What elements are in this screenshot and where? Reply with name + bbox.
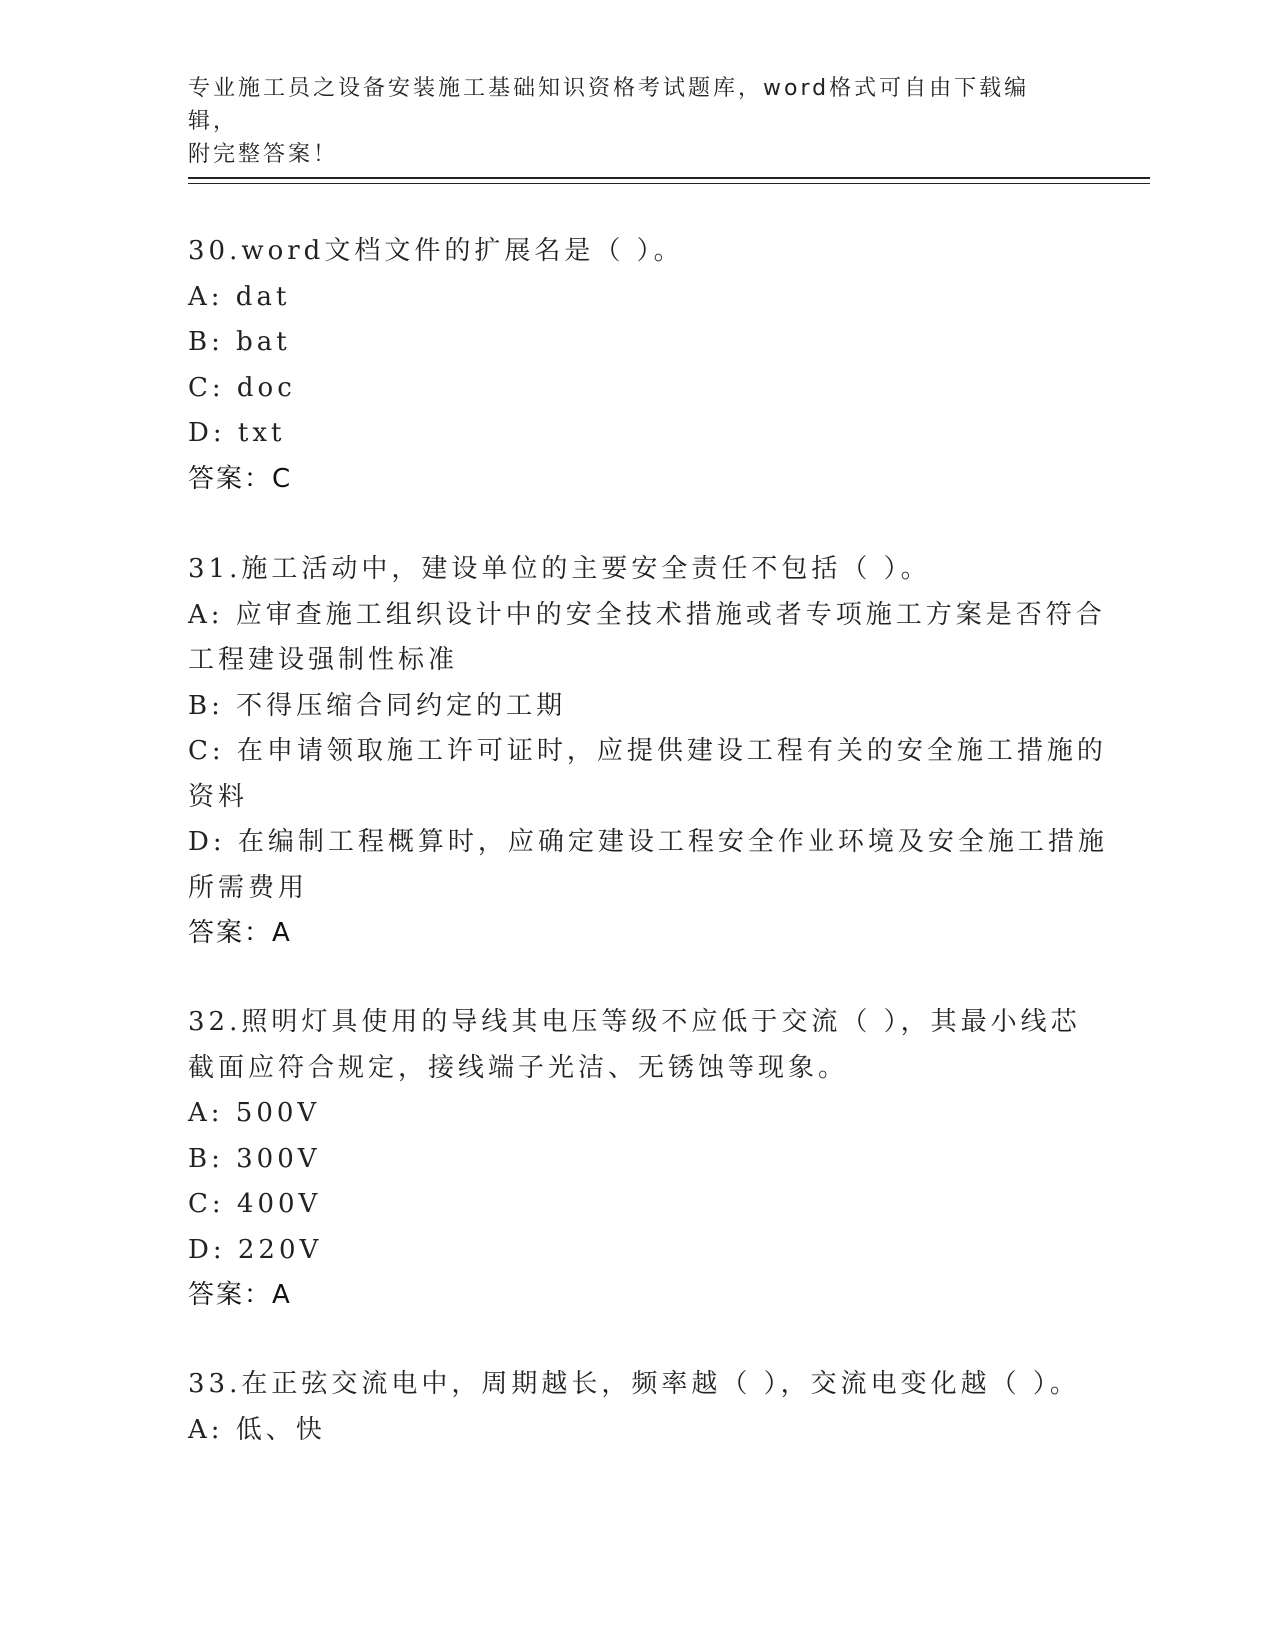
header-divider [188, 177, 1150, 179]
option-b: B: 不得压缩合同约定的工期 [188, 690, 567, 721]
question-30 [188, 229, 1088, 502]
header-divider-thin [188, 183, 1150, 184]
question-stem-continued: 截面应符合规定，接线端子光洁、无锈蚀等现象。 [188, 1052, 849, 1083]
option-d: D: txt [188, 418, 286, 448]
option-a: A: 500V [188, 1098, 321, 1128]
option-b: B: bat [188, 327, 291, 357]
question-stem: 32.照明灯具使用的导线其电压等级不应低于交流（ ），其最小线芯 [188, 1007, 1081, 1037]
question-stem: 33.在正弦交流电中，周期越长，频率越（ ），交流电变化越（ ）。 [188, 1369, 1080, 1399]
question-32 [188, 1000, 1088, 1319]
answer-key: 答案：C [188, 463, 293, 494]
option-a: A: 应审查施工组织设计中的安全技术措施或者专项施工方案是否符合 [188, 599, 1106, 630]
option-d: D: 在编制工程概算时，应确定建设工程安全作业环境及安全施工措施 [188, 827, 1108, 857]
question-stem: 31.施工活动中，建设单位的主要安全责任不包括（ ）。 [188, 554, 931, 584]
option-c: C: 400V [188, 1189, 322, 1219]
answer-key: 答案：A [188, 918, 292, 948]
option-c-continued: 资料 [188, 781, 249, 812]
answer-key: 答案：A [188, 1280, 292, 1310]
header-line-1: 专业施工员之设备安装施工基础知识资格考试题库，word格式可自由下载编辑， [188, 76, 1030, 134]
question-stem: 30.word文档文件的扩展名是（ ）。 [188, 236, 684, 266]
option-b: B: 300V [188, 1143, 321, 1174]
option-a: A: dat [188, 281, 291, 312]
option-a: A: 低、快 [188, 1414, 326, 1445]
option-d-continued: 所需费用 [188, 872, 309, 903]
header-line-2: 附完整答案！ [188, 142, 339, 167]
question-31 [188, 547, 1108, 957]
document-header [188, 72, 1068, 171]
option-c: C: 在申请领取施工许可证时，应提供建设工程有关的安全施工措施的 [188, 736, 1107, 766]
option-c: C: doc [188, 372, 296, 403]
option-a-continued: 工程建设强制性标准 [188, 645, 459, 675]
option-d: D: 220V [188, 1234, 323, 1265]
question-33 [188, 1362, 1088, 1453]
